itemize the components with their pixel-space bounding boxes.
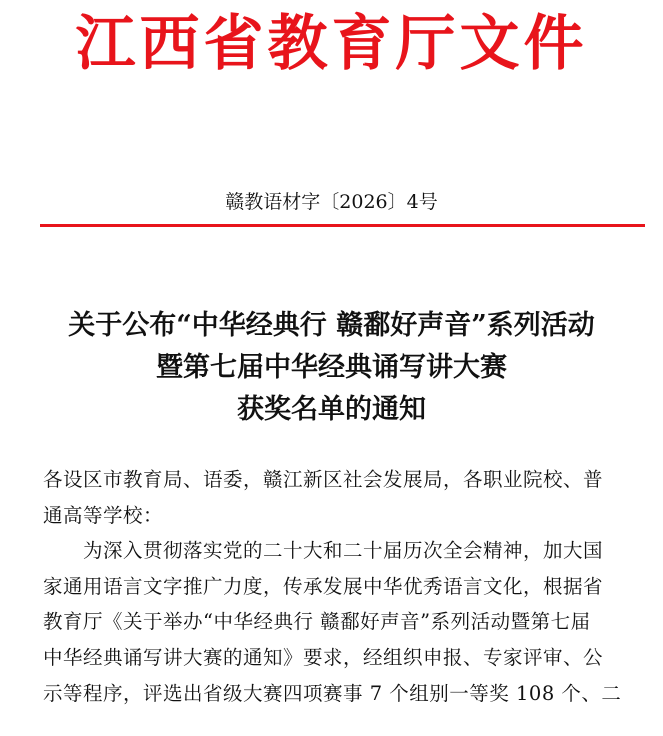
paragraph-line-1: 为深入贯彻落实党的二十大和二十届历次全会精神，加大国 [83,539,604,563]
paragraph-line-2: 家通用语言文字推广力度，传承发展中华优秀语言文化，根据省 [43,574,604,598]
document-title [0,305,663,431]
addressee-line-2: 通高等学校： [43,503,164,527]
paragraph-line-3: 教育厅《关于举办“中华经典行 赣鄱好声音”系列活动暨第七届 [43,610,591,634]
title-line-1: 关于公布“中华经典行 赣鄱好声音”系列活动 [68,310,595,341]
document-body [43,462,643,711]
document-number: 赣教语材字〔2026〕4号 [225,191,438,213]
title-line-2: 暨第七届中华经典诵写讲大赛 [156,352,507,383]
paragraph-line-5: 示等程序，评选出省级大赛四项赛事 7 个组别一等奖 108 个、二 [43,681,622,705]
red-separator-line [40,224,645,227]
title-line-3: 获奖名单的通知 [237,394,426,425]
paragraph-line-4: 中华经典诵写讲大赛的通知》要求，经组织申报、专家评审、公 [43,645,604,669]
addressee-line-1: 各设区市教育局、语委，赣江新区社会发展局，各职业院校、普 [43,468,604,491]
document-masthead: 江西省教育厅文件 [75,9,588,79]
